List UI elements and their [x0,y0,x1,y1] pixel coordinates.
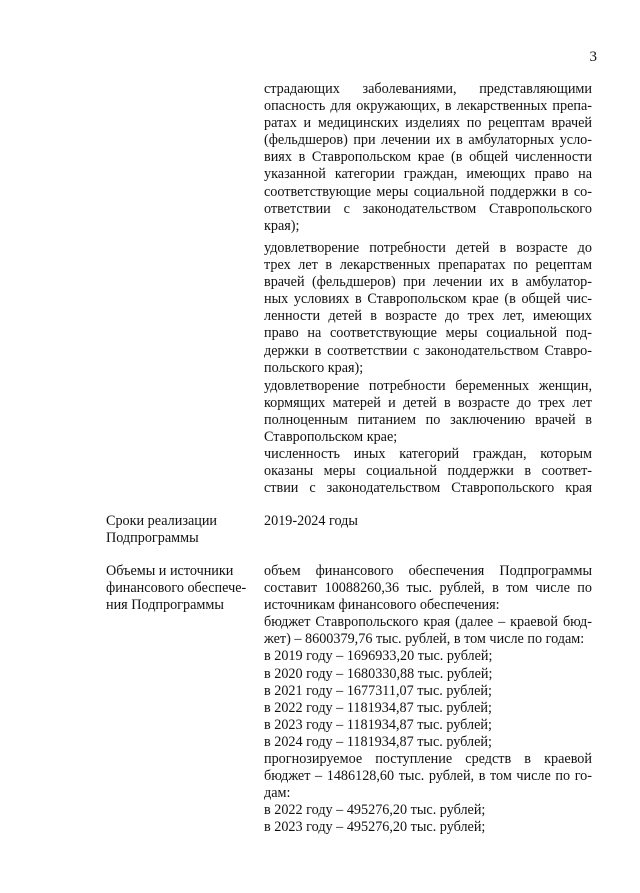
text-line: ленности детей в возрасте до трех лет, имеющих [264,308,592,325]
text-line: удовлетворение потребности беременных женщин, [264,378,592,394]
text-line: края); [264,217,300,234]
text-line: ствии с законодательством Ставропольского края [264,480,592,497]
text-line: 2019-2024 годы [264,513,358,529]
text-line: ответствии с законодательством Ставропольского [264,200,592,217]
text-line: Объемы и источники [106,563,234,579]
text-line: виях в Ставропольском крае (в общей численности [264,149,592,166]
text-line: держки в соответствии с законодательством Ставро- [264,342,592,359]
text-line: опасность для окружающих, в лекарственных препа- [264,98,592,115]
indicator-paragraph-2 [264,240,592,377]
text-line: Ставропольском крае; [264,429,398,446]
text-line: врачей (фельдшеров) при лечении их в амбулатор- [264,274,592,291]
text-line: составит 10088260,36 тыс. рублей, в том числе по [264,580,592,597]
text-line: ния Подпрограммы [106,597,224,614]
indicator-paragraph-1 [264,81,592,235]
funding-label [106,563,266,614]
text-line: ратах и медицинских изделиях по рецептам врачей [264,115,592,132]
text-line: в 2023 году – 1181934,87 тыс. рублей; [264,716,492,733]
text-line: (фельдшеров) при лечении их в амбулаторных усло- [264,132,592,149]
text-line: в 2022 году – 1181934,87 тыс. рублей; [264,699,492,716]
text-line: финансового обеспече- [106,580,247,597]
text-line: право на соответствующие меры социальной под- [264,325,592,342]
text-line: соответствующие меры социальной поддержки в со- [264,183,592,200]
text-line: кормящих матерей и детей в возрасте до трех лет [264,395,592,412]
text-line: объем финансового обеспечения Подпрограммы [264,563,592,579]
text-line: страдающих заболеваниями, представляющими [264,81,592,97]
terms-label [106,513,266,547]
text-line: источникам финансового обеспечения: [264,597,500,614]
text-line: бюджет Ставропольского края (далее – краевой бюд- [264,614,592,631]
text-line: удовлетворение потребности детей в возрасте до [264,240,592,256]
text-line: численность иных категорий граждан, которым [264,446,592,462]
text-line: в 2022 году – 495276,20 тыс. рублей; [264,802,486,819]
indicator-paragraph-4 [264,446,592,497]
terms-value [264,513,592,530]
text-line: прогнозируемое поступление средств в краевой [264,751,592,768]
text-line: польского края); [264,359,364,376]
text-line: указанной категории граждан, имеющих право на [264,166,592,183]
text-line: бюджет – 1486128,60 тыс. рублей, в том числе по го- [264,768,592,785]
text-line: ных условиях в Ставропольском крае (в общей чис- [264,291,592,308]
text-line: в 2019 году – 1696933,20 тыс. рублей; [264,648,493,665]
text-line: полноценным питанием по заключению врачей в [264,412,592,429]
text-line: оказаны меры социальной поддержки в соответ- [264,463,592,480]
text-line: Подпрограммы [106,530,199,547]
text-line: в 2023 году – 495276,20 тыс. рублей; [264,819,486,836]
indicator-paragraph-3 [264,378,592,446]
text-line: Сроки реализации [106,513,218,529]
text-line: в 2024 году – 1181934,87 тыс. рублей; [264,733,492,750]
text-line: в 2020 году – 1680330,88 тыс. рублей; [264,665,493,682]
text-line: жет) – 8600379,76 тыс. рублей, в том числе по годам: [264,631,585,648]
text-line: в 2021 году – 1677311,07 тыс. рублей; [264,682,492,699]
page-number: 3 [589,49,597,65]
funding-text [264,563,592,837]
text-line: трех лет в лекарственных препаратах по рецептам [264,257,592,274]
text-line: дам: [264,785,291,802]
